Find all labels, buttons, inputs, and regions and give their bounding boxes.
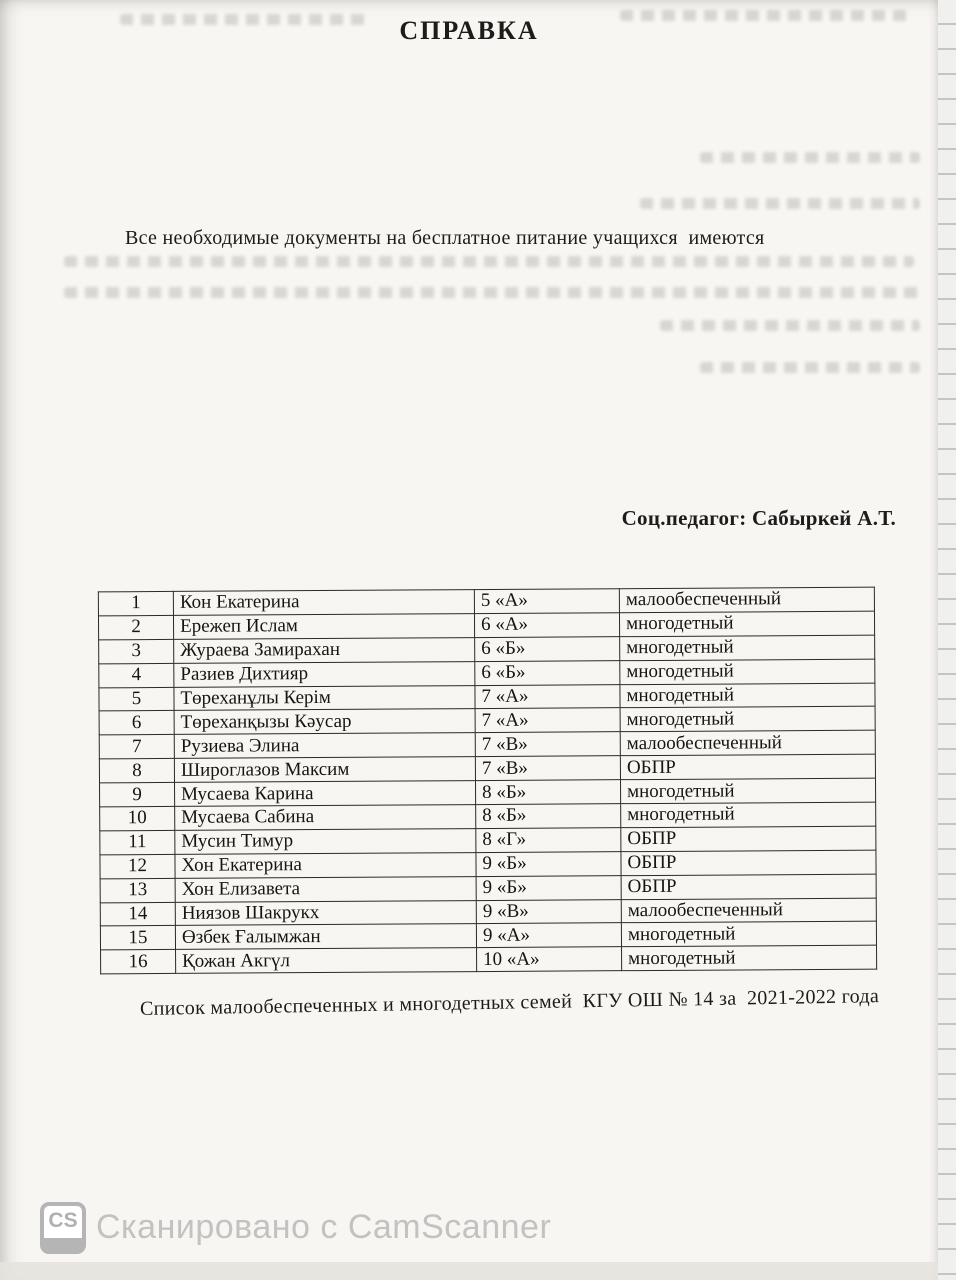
cell-category: ОБПР (621, 826, 876, 851)
cell-name: Төреханқызы Кәусар (174, 709, 475, 735)
cell-name: Мусаева Сабина (175, 805, 476, 831)
students-table (98, 587, 877, 975)
notebook-edge (936, 0, 956, 1280)
cell-category: многодетный (619, 611, 874, 636)
cell-name: Хон Екатерина (175, 852, 476, 878)
list-caption: Список малообеспеченных и многодетных семей КГУ ОШ № 14 за 2021-2022 года (139, 985, 880, 1020)
cell-category: многодетный (620, 778, 875, 803)
cell-name: Рузиева Элина (174, 733, 475, 759)
ghost-text (64, 287, 920, 298)
cell-class: 9 «Б» (476, 875, 621, 900)
meals-table-body (98, 587, 876, 974)
cell-name: Хон Елизавета (175, 876, 476, 902)
ghost-text (700, 362, 920, 373)
paragraph-students (62, 134, 922, 138)
cell-num: 3 (99, 639, 174, 663)
cell-name: Широглазов Максим (174, 757, 475, 783)
cell-category: малообеспеченный (619, 587, 874, 612)
cell-num: 12 (100, 854, 175, 878)
cell-num: 10 (100, 806, 175, 830)
cell-class: 9 «А» (476, 923, 621, 948)
cell-class: 8 «Г» (476, 828, 621, 853)
documents-note: Все необходимые документы на бесплатное питание учащихся имеются (125, 227, 765, 249)
camscanner-icon-letters: CS (48, 1209, 78, 1232)
cell-category: многодетный (620, 683, 875, 708)
ghost-text (64, 256, 914, 267)
cell-num: 8 (99, 759, 174, 783)
cell-num: 16 (101, 950, 176, 974)
cell-name: Өзбек Ғалымжан (175, 924, 476, 950)
cell-category: многодетный (620, 659, 875, 684)
cell-class: 8 «Б» (476, 780, 621, 805)
paragraph-intro (62, 56, 912, 60)
camscanner-icon-bar (44, 1238, 82, 1250)
cell-num: 2 (98, 615, 173, 639)
cell-class: 10 «А» (477, 947, 622, 972)
cell-num: 4 (99, 663, 174, 687)
cell-num: 6 (99, 711, 174, 735)
cell-num: 15 (100, 926, 175, 950)
cell-num: 9 (100, 783, 175, 807)
ghost-text (640, 198, 920, 209)
cell-name: Қожан Акгүл (176, 948, 477, 974)
cell-category: многодетный (621, 802, 876, 827)
cell-class: 7 «В» (475, 732, 620, 757)
cell-class: 9 «Б» (476, 851, 621, 876)
cell-num: 7 (99, 735, 174, 759)
cell-category: многодетный (621, 922, 876, 947)
cell-name: Ниязов Шакрукх (175, 900, 476, 926)
cell-num: 5 (99, 687, 174, 711)
cell-num: 1 (98, 591, 173, 615)
page-bottom-shadow (0, 1262, 938, 1280)
cell-name: Кон Екатерина (173, 590, 474, 616)
cell-name: Төреханұлы Керім (174, 685, 475, 711)
document-title: СПРАВКА (399, 16, 539, 45)
cell-category: ОБПР (620, 754, 875, 779)
cell-name: Разиев Дихтияр (174, 661, 475, 687)
ghost-text (660, 320, 920, 331)
shift-schedule (62, 303, 902, 307)
cell-category: многодетный (620, 707, 875, 732)
cell-class: 7 «В» (475, 756, 620, 781)
cell-class: 9 «В» (476, 899, 621, 924)
cell-class: 6 «Б» (475, 660, 620, 685)
cell-category: малообеспеченный (620, 730, 875, 755)
students-table-wrap (98, 587, 877, 975)
camscanner-icon (40, 1202, 86, 1254)
cell-category: многодетный (622, 945, 877, 970)
cell-category: ОБПР (621, 874, 876, 899)
cell-name: Ережеп Ислам (173, 613, 474, 639)
cell-name: Мусаева Карина (175, 781, 476, 807)
cell-class: 6 «А» (474, 613, 619, 638)
cell-class: 7 «А» (475, 684, 620, 709)
ghost-text (700, 152, 920, 163)
camscanner-watermark-text: Сканировано с CamScanner (96, 1208, 552, 1246)
cell-class: 7 «А» (475, 708, 620, 733)
cell-class: 8 «Б» (476, 804, 621, 829)
cell-category: малообеспеченный (621, 898, 876, 923)
cell-num: 11 (100, 830, 175, 854)
signature-line: Соц.педагог: Сабыркей А.Т. (621, 506, 896, 530)
cell-num: 14 (100, 902, 175, 926)
cell-name: Жураева Замирахан (174, 637, 475, 663)
cell-name: Мусин Тимур (175, 828, 476, 854)
cell-class: 6 «Б» (475, 636, 620, 661)
cell-num: 13 (100, 878, 175, 902)
table-row (101, 945, 877, 974)
cell-class: 5 «А» (474, 589, 619, 614)
cell-category: многодетный (620, 635, 875, 660)
family-summary (88, 1050, 688, 1054)
cell-category: ОБПР (621, 850, 876, 875)
